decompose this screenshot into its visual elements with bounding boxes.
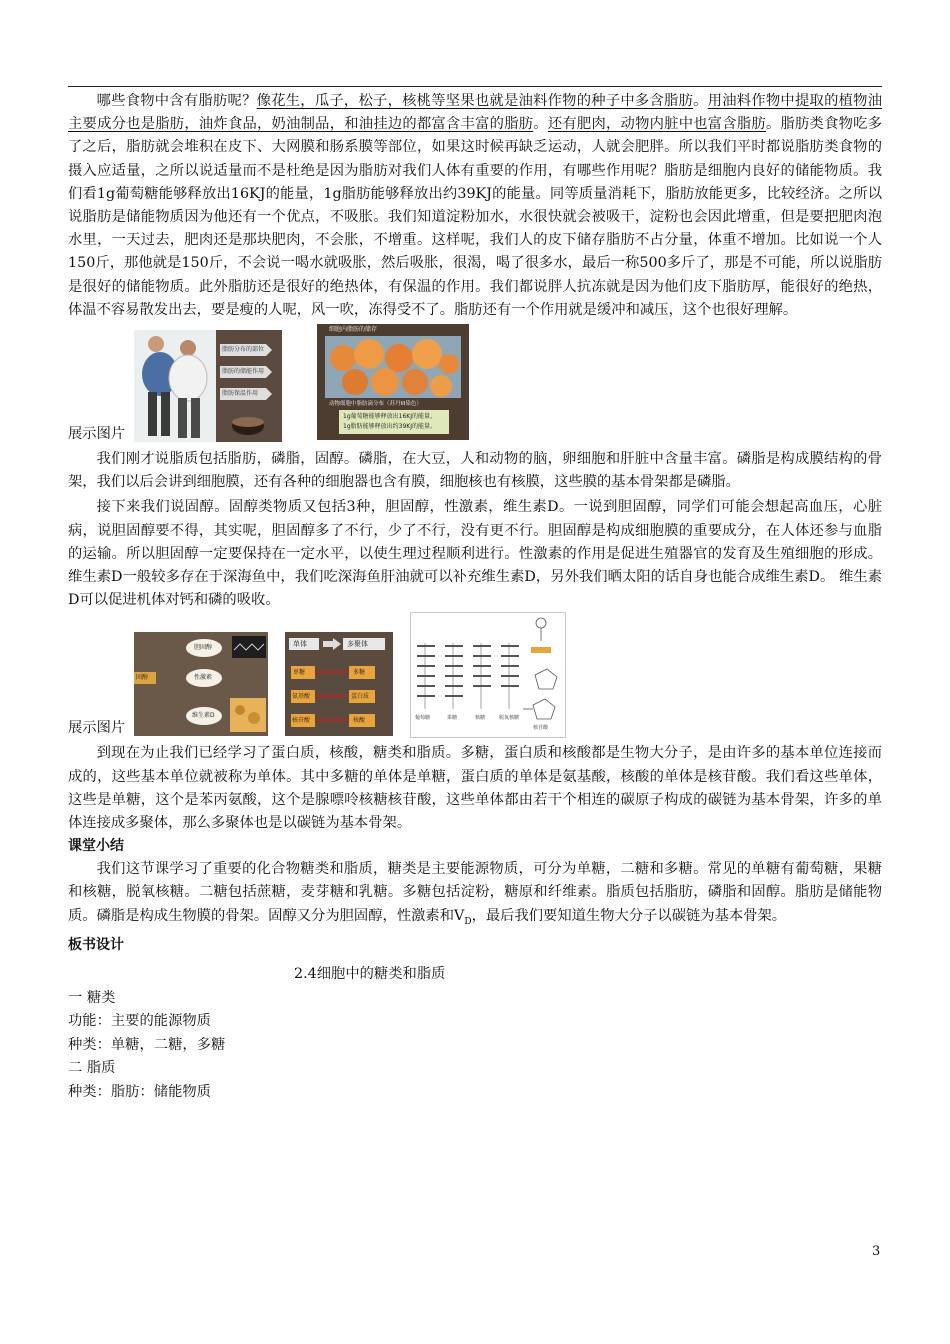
board-title: 2.4细胞中的糖类和脂质 — [294, 965, 446, 982]
paragraph-fat-sources — [68, 90, 882, 322]
punct: 。 — [533, 116, 548, 133]
board-line-3: 种类：单糖，二糖，多糖 — [68, 1036, 226, 1053]
monomer-2: 氨基酸 — [292, 693, 311, 701]
sterol-item-1: 胆固醇 — [194, 644, 213, 652]
figure-label: 展示图片 — [68, 720, 126, 737]
polymer-3: 核酸 — [353, 717, 366, 725]
img1-box-1: 脂肪分布的部位 — [222, 346, 265, 354]
underlined-text: 用油料作物中提取的植物油主要成分也是脂肪，油炸食品，奶油制品，和油挂边的都富含丰富的脂肪 — [68, 93, 883, 133]
sterol-item-2: 性激素 — [194, 674, 213, 682]
summary-heading: 课堂小结 — [68, 838, 124, 855]
paragraph-phospholipid: 我们刚才说脂质包括脂肪，磷脂，固醇。磷脂，在大豆，人和动物的脑，卵细胞和肝脏中含量丰富。磷脂是构成膜结构的骨架，我们以后会讲到细胞膜，还有各种的细胞器也含有膜，细胞核也有核膜，这些膜的基本骨架都是磷脂。 — [68, 451, 882, 491]
board-heading: 板书设计 — [68, 936, 124, 953]
img2-title: 细胞内脂肪的储存 — [329, 326, 378, 334]
img2-caption: 动物细胞中脂肪滴分布（苏丹III染色） — [329, 401, 422, 408]
board-line-2: 功能：主要的能源物质 — [68, 1013, 211, 1030]
monomer-head: 单体 — [293, 640, 307, 649]
summary-text: 我们这节课学习了重要的化合物糖类和脂质，糖类是主要能源物质，可分为单糖，二糖和多糖。常见的单糖有葡萄糖，果糖和核糖，脱氧核糖。二糖包括蔗糖，麦芽糖和乳糖。多糖包括淀粉，糖原和纤维素。脂质包括脂肪，磷脂和固醇。脂肪是储能物质。磷脂是构成生物膜的骨架。固醇又分为胆固醇，性激素和V — [68, 861, 882, 924]
img1-box-3: 脂肪保温作用 — [222, 390, 259, 398]
formula-label-1: 葡萄糖 — [415, 715, 431, 722]
structural-formula-image — [410, 612, 566, 738]
formula-label-2: 果糖 — [447, 715, 458, 722]
board-line-1: 一 糖类 — [68, 989, 116, 1006]
formula-label-3: 核糖 — [475, 715, 486, 722]
figure-row-1 — [68, 322, 882, 444]
text-lead: 哪些食物中含有脂肪呢？ — [96, 93, 257, 109]
img1-box-2: 脂肪的储能作用 — [222, 368, 265, 376]
underlined-text: 像花生，瓜子，松子，核桃等坚果也就是油料作物的种子中多含脂肪 — [256, 93, 694, 109]
figure-label: 展示图片 — [68, 426, 126, 443]
summary-text-end: ，最后我们要知道生物大分子以碳链为基本骨架。 — [471, 907, 787, 924]
figure-row-2 — [68, 612, 882, 738]
punct: 。 — [693, 93, 708, 109]
text-rest: 。脂肪类食物吃多了之后，脂肪就会堆积在皮下、大网膜和肠系膜等部位，如果这时候再缺乏运动，人就会肥胖。所以我们平时都说脂肪类食物的摄入应适量，之所以说适量而不是杜绝是因为脂肪对我们人体有重要的作用，有哪些作用呢？脂肪是细胞内良好的储能物质。我们看1g葡萄糖能够释放出16KJ的能量，1g脂肪能够释放出约39KJ的能量。同等质量消耗下，脂肪放能更多，比较经济。之所以说脂肪是储能物质因为他还有一个优点，不吸胀。我们知道淀粉加水，水很快就会被吸干，淀粉也会因此增重，但是要把肥肉泡水里，一天过去，肥肉还是那块肥肉，不会胀，不增重。这样呢，我们人的皮下储存脂肪不占分量，体重不增加。比如说一个人150斤，那他就是150斤，不会说一喝水就吸胀，然后吸胀，很渴，喝了很多水，最后一称500多斤了，那是不可能，所以说脂肪是很好的储能物质。此外脂肪还是很好的绝热体，有保温的作用。我们都说胖人抗冻就是因为他们皮下脂肪厚，能很好的绝热，体温不容易散发出去，要是瘦的人呢，风一吹，冻得受不了。脂肪还有一个作用就是缓冲和减压，这个也很好理解。 — [68, 116, 883, 318]
structural-formulas — [411, 613, 565, 737]
img2-note-2: 1g脂肪能够释放出约39KJ的能量。 — [343, 423, 436, 431]
sterol-root: 固醇 — [136, 674, 149, 682]
summary-subscript: D — [464, 916, 472, 927]
polymer-1: 多糖 — [353, 669, 366, 677]
formula-label-5: 核苷酸 — [533, 725, 549, 732]
polymer-head: 多聚体 — [347, 640, 368, 649]
underlined-text: 还有肥肉，动物内脏中也富含脂肪 — [547, 116, 766, 133]
paragraph-summary — [68, 858, 882, 933]
page-number: 3 — [872, 1244, 881, 1259]
monomer-1: 单糖 — [293, 669, 306, 677]
formula-label-4: 脱氧核糖 — [499, 715, 520, 722]
fat-cells-image — [317, 324, 469, 440]
document-body — [68, 90, 882, 1104]
paragraph-macromolecules: 到现在为止我们已经学习了蛋白质，核酸，糖类和脂质。多糖，蛋白质和核酸都是生物大分子，是由许多的基本单位连接而成的，这些基本单位就被称为单体。其中多糖的单体是单糖，蛋白质的单体是氨基酸，核酸的单体是核苷酸。我们看这些单体，这些是单糖，这个是苯丙氨酸，这个是腺嘌呤核糖核苷酸，这些单体都由若干个相连的碳原子构成的碳链为基本骨架，许多的单体连接成多聚体，那么多聚体也是以碳链为基本骨架。 — [68, 745, 882, 832]
board-line-4: 二 脂质 — [68, 1060, 116, 1077]
monomer-3: 核苷酸 — [292, 717, 311, 725]
paragraph-sterol: 接下来我们说固醇。固醇类物质又包括3种，胆固醇，性激素，维生素D。一说到胆固醇，同学们可能会想起高血压，心脏病，说胆固醇要不得，其实呢，胆固醇多了不行，少了不行，没有更不行。胆固醇是构成细胞膜的重要成分，在人体还参与血脂的运输。所以胆固醇一定要保持在一定水平，以使生理过程顺利进行。性激素的作用是促进生殖器官的发育及生殖细胞的形成。维生素D一般较多存在于深海鱼中，我们吃深海鱼肝油就可以补充维生素D，另外我们晒太阳的话自身也能合成维生素D。 维生素D可以促进机体对钙和磷的吸收。 — [68, 499, 882, 609]
monomer-polymer-image — [285, 632, 393, 736]
board-line-5: 种类：脂肪：储能物质 — [68, 1083, 211, 1100]
img2-note-1: 1g葡萄糖能够释放出16KJ的能量， — [343, 413, 436, 421]
header-rule — [68, 86, 882, 87]
sterol-item-3: 维生素D — [192, 712, 215, 720]
sterol-image — [134, 632, 268, 736]
obese-men-image — [134, 330, 282, 442]
polymer-2: 蛋白质 — [351, 693, 370, 701]
